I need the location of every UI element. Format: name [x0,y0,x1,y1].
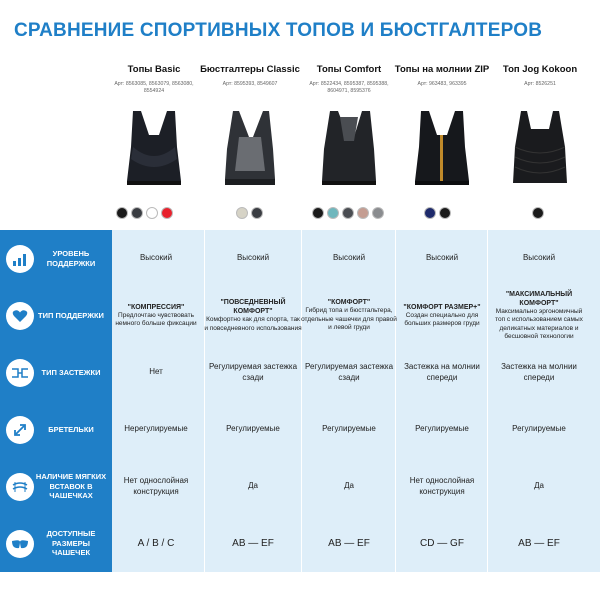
cell: A / B / C [137,538,175,549]
cell: Высокий [522,253,556,263]
cell: Высокий [332,253,366,263]
color-swatches-comfort [312,207,384,219]
cell: "МАКСИМАЛЬНЫЙ КОМФОРТ" Максимально эргономичный топ с использованием самых деликатных материалов и бесшовной технологии [495,290,583,341]
product-article: Арт: 8595393, 8549607 [222,81,278,87]
color-swatches-jog-kokoon [532,207,544,219]
product-image-basic [119,107,189,187]
cell: AB — EF [518,538,560,549]
cell: Регулируемые [322,424,376,434]
product-column-comfort [299,64,399,187]
cell: AB — EF [328,538,370,549]
page-title: СРАВНЕНИЕ СПОРТИВНЫХ ТОПОВ И БЮСТГАЛТЕРОВ [14,20,543,41]
row-label-support-level: УРОВЕНЬ ПОДДЕРЖКИ [0,230,112,287]
color-swatch[interactable] [131,207,143,219]
color-swatch[interactable] [424,207,436,219]
product-image-comfort [314,107,384,187]
resize-arrow-icon [6,416,34,444]
cell: Высокий [425,253,459,263]
product-article: Арт: 8563085, 8563079, 8563080, 8554924 [114,81,194,95]
product-article: Арт: 8526251 [524,81,556,87]
row-label-straps: БРЕТЕЛЬКИ [0,401,112,458]
bars-icon [6,245,34,273]
bra-cup-icon [6,530,34,558]
color-swatch[interactable] [357,207,369,219]
product-name: Бюстгалтеры Classic [200,64,300,75]
color-swatch[interactable] [327,207,339,219]
clasp-icon [6,359,34,387]
row-label-support-type: ТИП ПОДДЕРЖКИ [0,287,112,344]
soft-insert-icon [6,473,34,501]
heart-icon [6,302,34,330]
color-swatch[interactable] [342,207,354,219]
color-swatches-classic [236,207,263,219]
color-swatch[interactable] [116,207,128,219]
cell: Высокий [139,253,173,263]
color-swatch[interactable] [312,207,324,219]
cell: Да [344,481,354,491]
product-image-classic [215,107,285,187]
row-label-soft-inserts: НАЛИЧИЕ МЯГКИХ ВСТАВОК В ЧАШЕЧКАХ [0,458,112,515]
product-image-jog-kokoon [505,107,575,187]
cell: Регулируемые [226,424,280,434]
cell: Да [248,481,258,491]
cell: Регулируемая застежка сзади [304,362,394,382]
color-swatch[interactable] [146,207,158,219]
row-label-cup-sizes: ДОСТУПНЫЕ РАЗМЕРЫ ЧАШЕЧЕК [0,515,112,572]
cell: Нет [149,367,163,377]
row-label-fastening-type: ТИП ЗАСТЕЖКИ [0,344,112,401]
cell: Нерегулируемые [124,424,188,434]
cell: Да [534,481,544,491]
color-swatch[interactable] [372,207,384,219]
product-image-zip [407,107,477,187]
product-column-classic [200,64,300,187]
product-name: Топы Comfort [316,64,382,75]
color-swatches-zip [424,207,451,219]
cell: "ПОВСЕДНЕВНЫЙ КОМФОРТ" Комфортно как для спорта, так и повседневного использования [204,298,302,332]
product-column-basic [104,64,204,187]
color-swatch[interactable] [161,207,173,219]
product-article: Арт: 963483, 963395 [417,81,467,87]
cell: Регулируемые [415,424,469,434]
cell: CD — GF [420,538,464,549]
cell: "КОМПРЕССИЯ" Предлочтаю чувствовать немного больше фиксации [115,303,197,328]
product-column-zip [392,64,492,187]
cell: Высокий [236,253,270,263]
cell: Нет однослойная конструкция [123,476,189,496]
color-swatch[interactable] [251,207,263,219]
color-swatch[interactable] [236,207,248,219]
product-name: Топы Basic [127,64,181,75]
cell: "КОМФОРТ" Гибрид топа и бюстгальтера, отдельные чашечки для правой и левой груди [301,299,397,332]
cell: Регулируемая застежка сзади [208,362,298,382]
cell: "КОМФОРТ РАЗМЕР+" Создан специально для больших размеров груди [403,303,481,328]
cell: Застежка на молнии спереди [501,362,577,382]
cell: AB — EF [232,538,274,549]
color-swatch[interactable] [532,207,544,219]
product-column-jog-kokoon [490,64,590,187]
color-swatches-basic [116,207,173,219]
product-article: Арт: 8522434, 8595387, 8595388, 8604971, 8595376 [309,81,389,95]
cell: Регулируемые [512,424,566,434]
product-name: Топ Jog Kokoon [502,64,578,75]
product-name: Топы на молнии ZIP [394,64,490,75]
cell: Застежка на молнии спереди [404,362,480,382]
cell: Нет однослойная конструкция [409,476,475,496]
color-swatch[interactable] [439,207,451,219]
